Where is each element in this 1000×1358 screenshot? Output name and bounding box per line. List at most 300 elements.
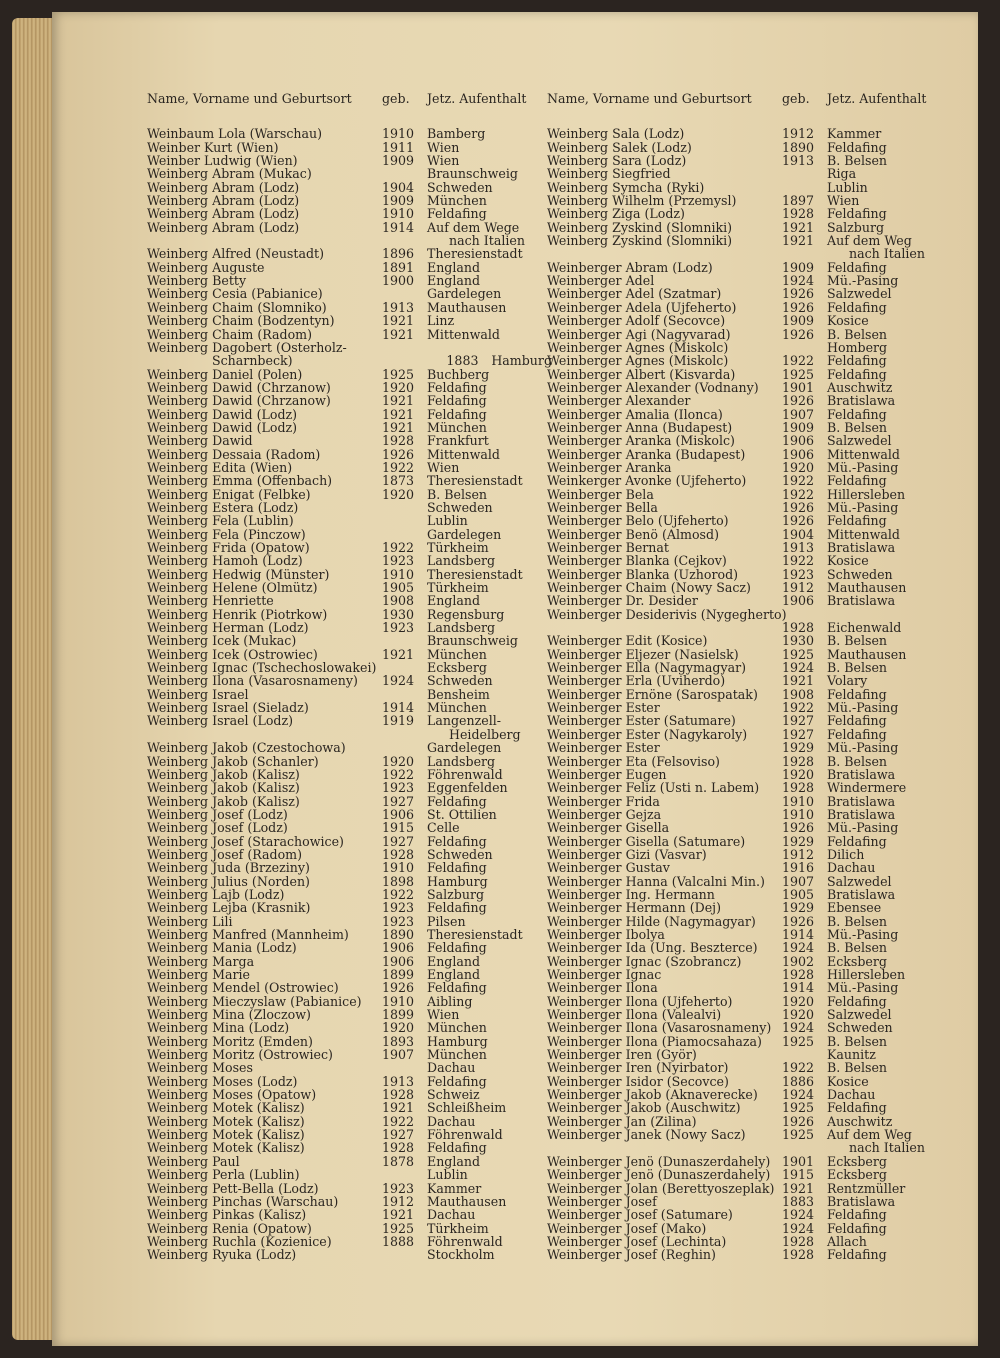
- entry-residence: Auf dem Wege: [427, 219, 520, 235]
- entry-name: Weinberg Mina (Zloczow): [147, 1007, 311, 1023]
- entry-residence: Hamburg: [427, 1033, 488, 1049]
- entry-residence: Feldafing: [427, 833, 487, 849]
- entry-row: [147, 554, 552, 567]
- entry-birth-year: 1922: [782, 700, 815, 716]
- entry-row: [147, 995, 552, 1008]
- entry-birth-year: 1928: [382, 1087, 415, 1103]
- entry-row: [147, 661, 552, 674]
- entry-row: [147, 674, 552, 687]
- entry-row: [547, 261, 967, 274]
- entry-name: Weinberg Lajb (Lodz): [147, 886, 285, 902]
- entry-row: [147, 514, 552, 527]
- entry-birth-year: 1922: [382, 886, 415, 902]
- entry-name: [147, 234, 382, 247]
- entry-birth-year: 1921: [382, 419, 415, 435]
- entry-birth-year: 1922: [382, 766, 415, 782]
- entry-row: [547, 408, 967, 421]
- entry-row: [547, 274, 967, 287]
- entry-residence: Mü.-Pasing: [827, 926, 899, 942]
- entry-name: Weinberg Lejba (Krasnik): [147, 900, 311, 916]
- entry-birth-year: 1924: [782, 1220, 815, 1236]
- entry-row: [547, 1021, 967, 1034]
- entry-row: [147, 1235, 552, 1248]
- entry-birth-year: 1926: [782, 499, 815, 515]
- entry-residence: Feldafing: [827, 1100, 887, 1116]
- entry-row: [547, 808, 967, 821]
- entry-row: [547, 674, 967, 687]
- entry-birth-year: 1920: [782, 766, 815, 782]
- entry-residence: Bamberg: [427, 126, 486, 142]
- entry-residence: Buchberg: [427, 366, 490, 382]
- entry-residence: Bratislawa: [827, 793, 896, 809]
- entry-birth-year: 1901: [782, 1153, 815, 1169]
- entry-row: [147, 1115, 552, 1128]
- header-born: geb.: [382, 91, 410, 106]
- entry-birth-year: [382, 688, 427, 701]
- entry-birth-year: 1921: [382, 646, 415, 662]
- entry-name: Weinberger Josef (Lechinta): [547, 1233, 727, 1249]
- entry-name: Weinberger Benö (Almosd): [547, 526, 719, 542]
- entry-birth-year: 1906: [782, 446, 815, 462]
- entry-name: Weinberg Abram (Lodz): [147, 179, 300, 195]
- entry-birth-year: 1921: [382, 1207, 415, 1223]
- entry-row: [147, 328, 552, 341]
- entry-residence: Feldafing: [827, 833, 887, 849]
- entry-name: Weinberg Siegfried: [547, 166, 671, 182]
- entry-birth-year: 1921: [782, 233, 815, 249]
- entry-name: Weinberg Moses (Lodz): [147, 1073, 298, 1089]
- entry-residence: Feldafing: [427, 393, 487, 409]
- entry-row: [147, 301, 552, 314]
- entry-birth-year: 1928: [782, 1233, 815, 1249]
- entry-birth-year: [382, 1248, 427, 1261]
- entry-birth-year: 1926: [782, 913, 815, 929]
- entry-name: Weinberg Manfred (Mannheim): [147, 926, 349, 942]
- entry-birth-year: 1906: [382, 806, 415, 822]
- entry-birth-year: 1930: [382, 606, 415, 622]
- entry-residence: Kammer: [827, 126, 882, 142]
- entry-residence: Bratislawa: [827, 1193, 896, 1209]
- entry-row: [547, 167, 967, 180]
- entry-row: [547, 1115, 967, 1128]
- entry-residence: Salzwedel: [827, 873, 892, 889]
- header-location: Jetz. Aufenthalt: [827, 91, 927, 106]
- entry-name: Weinberg Julius (Norden): [147, 873, 310, 889]
- entry-residence: Volary: [827, 673, 868, 689]
- entry-birth-year: 1914: [782, 926, 815, 942]
- entry-name: Weinberger Gizi (Vasvar): [547, 846, 707, 862]
- entry-birth-year: 1920: [382, 486, 415, 502]
- entry-birth-year: 1926: [782, 393, 815, 409]
- entry-birth-year: 1907: [382, 1047, 415, 1063]
- entry-birth-year: 1927: [782, 713, 815, 729]
- entry-name: Weinberger Anna (Budapest): [547, 419, 733, 435]
- entry-name: Weinberg Abram (Lodz): [147, 219, 300, 235]
- entry-name: Weinberg Auguste: [147, 259, 265, 275]
- entry-name: Weinberg Zyskind (Slomniki): [547, 233, 733, 249]
- entry-birth-year: 1910: [382, 126, 415, 142]
- entry-residence: Gardelegen: [427, 740, 502, 756]
- entry-birth-year: 1925: [382, 366, 415, 382]
- entry-row: [547, 861, 967, 874]
- entry-birth-year: [382, 501, 427, 514]
- entry-name: Weinberg Hamoh (Lodz): [147, 553, 303, 569]
- entry-residence: Feldafing: [827, 1220, 887, 1236]
- entry-birth-year: 1927: [382, 793, 415, 809]
- entry-name: Weinberg Ilona (Vasarosnameny): [147, 673, 358, 689]
- entry-row: [547, 234, 967, 247]
- entry-name: Weinberg Chaim (Bodzentyn): [147, 313, 335, 329]
- entry-name: Weinber Ludwig (Wien): [147, 153, 298, 169]
- entry-residence: Mittenwald: [427, 326, 500, 342]
- entry-name: Weinberger Jakob (Auschwitz): [547, 1100, 741, 1116]
- entry-residence: Hillersleben: [827, 967, 906, 982]
- entry-name: Weinberg Wilhelm (Przemysl): [547, 193, 737, 209]
- entry-birth-year: 1920: [782, 1007, 815, 1023]
- entry-birth-year: 1922: [782, 353, 815, 369]
- entry-name: Weinberger Alexander: [547, 393, 691, 409]
- entry-birth-year: 1890: [382, 926, 415, 942]
- entry-birth-year: [382, 167, 427, 180]
- entry-birth-year: [382, 514, 427, 527]
- entry-row: [147, 1035, 552, 1048]
- entry-row: [547, 354, 967, 367]
- entry-birth-year: [782, 1141, 827, 1154]
- entry-name: Weinberger Isidor (Secovce): [547, 1073, 729, 1089]
- entry-birth-year: 1926: [782, 286, 815, 302]
- header-location: Jetz. Aufenthalt: [427, 91, 527, 106]
- entry-name: Weinberger Ernöne (Sarospatak): [547, 686, 758, 702]
- entry-name: Weinberger Adel: [547, 273, 655, 289]
- entry-row: [547, 461, 967, 474]
- entry-birth-year: 1910: [382, 860, 415, 876]
- entry-birth-year: 1922: [782, 1060, 815, 1076]
- entry-row: [147, 448, 552, 461]
- entry-residence: Bratislawa: [827, 540, 896, 555]
- entry-residence: Ecksberg: [827, 1153, 887, 1169]
- entry-row: [147, 714, 552, 727]
- entry-birth-year: 1910: [782, 806, 815, 822]
- entry-residence: München: [427, 646, 487, 662]
- entry-row: [547, 688, 967, 701]
- entry-name: Weinberg Pinchas (Warschau): [147, 1193, 339, 1209]
- entry-birth-year: 1924: [382, 673, 415, 689]
- entry-name: Weinberg Israel (Lodz): [147, 713, 294, 729]
- entry-residence: Bensheim: [427, 686, 490, 702]
- entry-birth-year: 1928: [382, 846, 415, 862]
- entry-birth-year: 1909: [782, 313, 815, 329]
- entry-residence: B. Belsen: [827, 153, 888, 169]
- entry-residence: Dachau: [427, 1207, 476, 1223]
- entry-residence: B. Belsen: [427, 486, 488, 502]
- entry-name: [547, 247, 782, 260]
- entry-name: Weinberger Jan (Zilina): [547, 1113, 697, 1129]
- entry-residence: Celle: [427, 820, 460, 836]
- entry-row: [147, 755, 552, 768]
- entry-row: [147, 808, 552, 821]
- entry-birth-year: 1921: [382, 326, 415, 342]
- entry-residence: Feldafing: [827, 406, 887, 422]
- entry-birth-year: 1924: [782, 1087, 815, 1103]
- entry-row: [147, 1141, 552, 1154]
- entry-name: Weinberger Ester: [547, 740, 660, 756]
- entry-residence: Türkheim: [427, 540, 489, 555]
- entry-birth-year: [782, 608, 827, 621]
- entry-row: [547, 474, 967, 487]
- entry-name: Weinberg Hedwig (Münster): [147, 566, 330, 582]
- entry-row: [147, 368, 552, 381]
- entry-row: [147, 1075, 552, 1088]
- entry-birth-year: 1926: [782, 513, 815, 529]
- entry-row: [547, 928, 967, 941]
- entry-row: [147, 955, 552, 968]
- entry-birth-year: 1907: [782, 873, 815, 889]
- entry-residence: Mü.-Pasing: [827, 499, 899, 515]
- entry-name: Weinberg Salek (Lodz): [547, 139, 692, 155]
- entry-birth-year: 1926: [782, 1113, 815, 1129]
- entry-birth-year: 1921: [382, 1100, 415, 1116]
- entry-birth-year: 1921: [782, 1180, 815, 1196]
- entry-residence: Feldafing: [427, 900, 487, 916]
- entry-name: Weinberger Ing. Hermann: [547, 886, 715, 902]
- entry-row: [147, 141, 552, 154]
- entry-row: [547, 701, 967, 714]
- entry-row: [547, 1222, 967, 1235]
- entry-name: Weinberger Ilona (Piamocsahaza): [547, 1033, 762, 1049]
- entry-residence: Ecksberg: [827, 953, 887, 969]
- entry-residence: Ebensee: [827, 900, 882, 916]
- entry-name: Weinberger Janek (Nowy Sacz): [547, 1127, 746, 1143]
- entry-row: [547, 488, 967, 501]
- entry-residence: Feldafing: [427, 940, 487, 956]
- entry-row: [547, 781, 967, 794]
- entry-name: Weinberger Desiderivis (Nygegherto): [547, 606, 787, 622]
- entry-birth-year: 1914: [382, 219, 415, 235]
- entry-name: Weinberger Ester (Satumare): [547, 713, 736, 729]
- entry-residence: Türkheim: [427, 1220, 489, 1236]
- entry-residence: Dachau: [427, 1060, 476, 1076]
- entry-residence: Föhrenwald: [427, 1127, 503, 1143]
- entry-name: Weinberg Pett-Bella (Lodz): [147, 1180, 319, 1196]
- entry-name: Weinberger Iren (Györ): [547, 1047, 697, 1063]
- entry-name: Weinberger Edit (Kosice): [547, 633, 708, 649]
- entry-residence: Bratislawa: [827, 806, 896, 822]
- entry-birth-year: 1924: [782, 273, 815, 289]
- entry-birth-year: 1923: [382, 900, 415, 916]
- entry-row: [547, 421, 967, 434]
- entry-birth-year: 1925: [782, 646, 815, 662]
- entry-row: [147, 314, 552, 327]
- entry-row: [547, 434, 967, 447]
- entry-residence: B. Belsen: [827, 633, 888, 649]
- entry-row: [147, 1128, 552, 1141]
- entry-row: [147, 261, 552, 274]
- entry-birth-year: 1913: [382, 299, 415, 315]
- entry-residence: Mü.-Pasing: [827, 740, 899, 756]
- entry-name: [147, 728, 382, 741]
- entry-row: [147, 1182, 552, 1195]
- entry-name: Weinberg Edita (Wien): [147, 459, 293, 475]
- entry-name: Weinberg Dagobert (Osterholz-: [147, 339, 347, 355]
- left-column: [147, 92, 552, 1262]
- entry-residence: Feldafing: [827, 299, 887, 315]
- entry-name: Weinberg Juda (Brzeziny): [147, 860, 310, 876]
- right-entries: [547, 127, 967, 1261]
- entry-row: [147, 688, 552, 701]
- entry-residence: Salzburg: [827, 219, 885, 235]
- entry-residence: Gardelegen: [427, 526, 502, 542]
- entry-row: [147, 381, 552, 394]
- entry-residence: Schweden: [827, 1020, 893, 1036]
- entry-birth-year: 1924: [782, 940, 815, 956]
- entry-row: [147, 608, 552, 621]
- entry-residence: Feldafing: [827, 513, 887, 529]
- entry-name: Weinberg Herman (Lodz): [147, 620, 309, 636]
- entry-row: [147, 888, 552, 901]
- entry-birth-year: 1928: [782, 1247, 815, 1263]
- entry-name: Weinberger Bela: [547, 486, 654, 502]
- entry-residence: Auschwitz: [827, 1113, 893, 1129]
- entry-residence: Feldafing: [827, 713, 887, 729]
- entry-birth-year: 1909: [382, 153, 415, 169]
- entry-residence: Dachau: [827, 1087, 876, 1103]
- entry-birth-year: 1906: [382, 953, 415, 969]
- entry-name: Weinberg Marie: [147, 967, 251, 982]
- entry-name: Weinberg Zyskind (Slomniki): [547, 219, 733, 235]
- entry-name: Weinberg Jakob (Schanler): [147, 753, 319, 769]
- entry-birth-year: 1930: [782, 633, 815, 649]
- entry-row: [147, 928, 552, 941]
- entry-residence: England: [427, 1153, 481, 1169]
- entry-birth-year: 1925: [382, 1220, 415, 1236]
- entry-name: Weinberger Ester (Nagykaroly): [547, 726, 748, 742]
- entry-row: [547, 1235, 967, 1248]
- entry-birth-year: 1923: [382, 1180, 415, 1196]
- entry-residence: Langenzell-: [427, 713, 502, 729]
- entry-birth-year: 1928: [782, 620, 815, 636]
- entry-row: [147, 795, 552, 808]
- entry-row: [547, 501, 967, 514]
- entry-residence: Pilsen: [427, 913, 466, 929]
- entry-row: [147, 474, 552, 487]
- entry-residence: Hillersleben: [827, 486, 906, 502]
- entry-name: Weinberger Jenö (Dunaszerdahely): [547, 1153, 771, 1169]
- entry-residence: Landsberg: [427, 553, 496, 569]
- entry-residence: Heidelberg: [449, 726, 521, 742]
- entry-residence: Feldafing: [827, 206, 887, 222]
- entry-birth-year: 1902: [782, 953, 815, 969]
- entry-residence: Schweden: [427, 846, 493, 862]
- entry-birth-year: 1928: [382, 1140, 415, 1156]
- entry-name: Weinberger Bella: [547, 499, 658, 515]
- entry-residence: nach Italien: [849, 1140, 925, 1156]
- entry-row: [147, 835, 552, 848]
- entry-birth-year: 1916: [782, 860, 815, 876]
- entry-name: Weinberger Ester: [547, 700, 660, 716]
- entry-row: [147, 728, 552, 741]
- entry-row: [547, 848, 967, 861]
- entry-residence: Schweden: [827, 566, 893, 582]
- entry-row: [147, 461, 552, 474]
- entry-residence: Rentzmüller: [827, 1180, 906, 1196]
- entry-residence: Aibling: [427, 993, 473, 1009]
- entry-row: [547, 141, 967, 154]
- entry-row: [147, 821, 552, 834]
- entry-name: Weinbaum Lola (Warschau): [147, 126, 323, 142]
- entry-residence: Regensburg: [427, 606, 505, 622]
- entry-row: [147, 247, 552, 260]
- entry-row: [147, 354, 552, 367]
- entry-birth-year: 1922: [782, 553, 815, 569]
- entry-row: [147, 394, 552, 407]
- entry-birth-year: 1924: [782, 1020, 815, 1036]
- header-name: Name, Vorname und Geburtsort: [547, 91, 752, 106]
- entry-name: Weinberger Agnes (Miskolc): [547, 339, 729, 355]
- entry-row: [547, 648, 967, 661]
- entry-residence: Theresienstadt: [427, 246, 523, 262]
- entry-name: Weinberg Emma (Offenbach): [147, 473, 333, 489]
- entry-row: [147, 167, 552, 180]
- entry-name: Weinberg Moritz (Emden): [147, 1033, 313, 1049]
- entry-name: Weinberger Bernat: [547, 540, 669, 555]
- entry-residence: Schweden: [427, 179, 493, 195]
- entry-residence: Windermere: [827, 780, 907, 796]
- entry-row: [547, 301, 967, 314]
- entry-row: [147, 861, 552, 874]
- entry-row: [147, 915, 552, 928]
- entry-birth-year: 1886: [782, 1073, 815, 1089]
- entry-name: Weinberger Josef (Mako): [547, 1220, 707, 1236]
- entry-name: Weinberg Helene (Olmütz): [147, 580, 318, 596]
- entry-name: Weinberg Mendel (Ostrowiec): [147, 980, 339, 996]
- entry-residence: München: [427, 700, 487, 716]
- entry-residence: nach Italien: [849, 246, 925, 262]
- entry-residence: Feldafing: [827, 473, 887, 489]
- entry-row: [147, 1195, 552, 1208]
- entry-residence: Linz: [427, 313, 455, 329]
- entry-name: Weinberg Israel: [147, 686, 249, 702]
- entry-row: [147, 274, 552, 287]
- entry-name: Weinberg Dawid (Lodz): [147, 419, 298, 435]
- entry-residence: Mü.-Pasing: [827, 459, 899, 475]
- entry-residence: Stockholm: [427, 1247, 495, 1263]
- entry-row: [147, 648, 552, 661]
- entry-birth-year: 1910: [782, 793, 815, 809]
- entry-name: Weinberger Blanka (Uzhorod): [547, 566, 739, 582]
- entry-birth-year: 1910: [382, 566, 415, 582]
- entry-birth-year: 1928: [782, 967, 815, 982]
- entry-row: [147, 194, 552, 207]
- entry-row: [547, 835, 967, 848]
- entry-name: Weinberg Paul: [147, 1153, 240, 1169]
- entry-row: [547, 448, 967, 461]
- entry-residence: Mauthausen: [427, 299, 507, 315]
- entry-name: Weinberger Hilde (Nagymagyar): [547, 913, 756, 929]
- entry-row: [147, 901, 552, 914]
- entry-row: [147, 875, 552, 888]
- entry-name: Weinberger Alexander (Vodnany): [547, 379, 759, 395]
- entry-row: [147, 287, 552, 300]
- entry-residence: Mittenwald: [827, 446, 900, 462]
- entry-row: [547, 1195, 967, 1208]
- entry-name: Weinberger Ella (Nagymagyar): [547, 660, 747, 676]
- entry-row: [547, 1061, 967, 1074]
- entry-name: Weinberger Ibolya: [547, 926, 665, 942]
- entry-name: Weinberg Sala (Lodz): [547, 126, 685, 142]
- entry-residence: Mittenwald: [427, 446, 500, 462]
- entry-birth-year: 1914: [382, 700, 415, 716]
- entry-birth-year: [382, 234, 427, 247]
